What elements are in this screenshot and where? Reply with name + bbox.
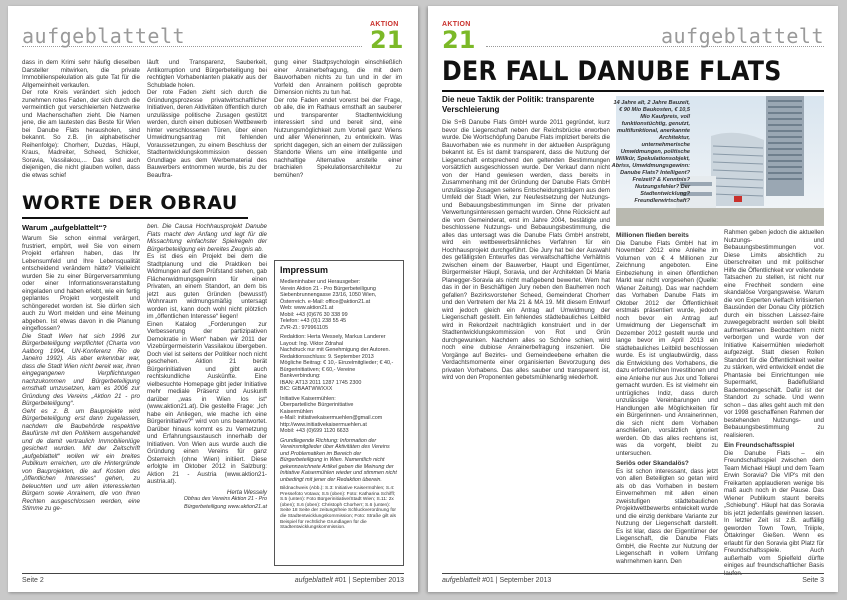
- impressum-line: Medieninhaber und Herausgeber:: [280, 279, 361, 285]
- logo-aktion-text: AKTION: [442, 21, 471, 28]
- impressum-line: Kaisermühlen: [280, 408, 313, 415]
- impressum-line: Mobil: +43 (0)676 30 338 99: [280, 311, 348, 318]
- footer-issue-title: aufgeblattelt: [294, 577, 333, 584]
- paragraph: Die Danube Flats – ein Freundschaftsspiel zwischen dem Team Michael Häupl und dem Team Erwin Soravia? Die VIP's mit den Freikarten applaudieren wenige bis maß auch noch in der Pause. Das Wiener Publikum staunt bereits „Schiebung“. Häupl hat das Soravia bis jetzt jedenfalls gewinnen lassen. In letzter Zeit ist z.B. auffällig geworden Town Town, Triiiple, Ottakringer Gießen. Wenn es erlaubt für den Soravia gibt Platz für Freundschaftsspiele. Auch außerhalb vom Spielfeld dürfte einiges auf freundschaftlicher Basis laufen.: [724, 449, 824, 577]
- impressum-line: Mobil: +43 (0)699 1120 6633: [280, 428, 349, 434]
- aktion21-logo: [442, 21, 480, 55]
- footer-issue: [295, 577, 404, 584]
- paragraph: Die Stadt Wien hat sich 1996 zur Bürgerbeteiligung verpflichtet (Charta von Aalborg 1994, UN-Konferenz Rio de Janeiro 1992). Als aber erkennbar war, dass die Stadt Wien nicht bereit war, ihren eingegangenen Verpflichtungen nachzukommen und Bürgerbeteiligung ernsthaft umzusetzen, kam es 2006 zur Gründung des Vereins „Aktion 21 - pro Bürgerbeteiligung“.: [22, 332, 140, 407]
- impressum-box: [274, 260, 404, 566]
- paragraph: Es ist dies ein Projekt bei dem die Stadtplanung und die Praktiken bei Widmungen auf dem Prüfstand stehen, gab Flächenwidmungsgewinn für einen Privaten, an einem Standort, an dem bis jetzt aus guten Gründen (bewusst!) Wohnraum widmungsmäßig untersagt worden ist, kann doch wohl nicht plötzlich im „öffentlichen Interesse“ liegen!: [147, 253, 267, 320]
- aktion21-logo: [370, 21, 408, 55]
- impressum-line: Redaktion: Herta Wessely, Markus Landerer: [280, 334, 386, 340]
- impressum-line: Initiative Kaisermühlen:: [280, 395, 336, 402]
- paragraph: Die S+B Danube Flats GmbH wurde 2011 gegründet, kurz bevor die Liegenschaft neben der Reichsbrücke erworben wurde. Die Wortschöpfung Danube Flats impliziert bereits die Bauvorhaben wie es nunmehr in der aktuellen Ausprägung bekannt ist. Es ist damit transparent, dass die Nutzung der Liegenschaft entsprechend den geltenden Bestimmungen vorsätzlich ausgeschlossen wurde. Der Verkauf dann nicht von der Hand gewiesen werden, dass bereits in Zusammenhang mit der Gründung der Danube Flats GmbH unzulässige Zusagen seitens Entscheidungsträgern aus dem Umfeld der Stadt Wien, zur Neufestsetzung der Nutzungs- und Bebauungsbestimmungen im Sinne der privaten Verwertungsinteressen gemacht wurden. Ohne Rücksicht auf die vom Gemeinderat, erst im Jahre 2004, bestätigte und beschlossene Nutzungs- und Bebauungsbestimmung, die alles das untersagt was die Danube Flats GmbH anstrebt, wird ein wettbewerbsähnliches Verfahren für ein Hochhausprojekt durchgeführt. Die Jury hat bei der Auswahl des gefälligsten Entwurfes das verwaltschaftliche Verhältnis zwischen einem der Bauwerber, Haupt und Eigentümer, Bürgermeister Häupl, Soravia, und der Architekten Di Maria Planegger-Soravia als nicht maßgebend bewertet. Wem hat das in der in Beschäftigen Jury neben den Bauherren noch gefallen? Bezirksvorsteher Scheed, Gemeinderat Chorherr und den Vertretern der Ma 21 & MA 19. Mit diesem Entwurf wird jedoch gleich ein Antrag auf Umwidmung der Liegenschaft gestellt. Ein fehlendes städtebauliches Leitbild wird in Rekordzeit nachträglich konstruiert und in der Stadtentwicklungskommission von Rot und Grün durchgewunken. Nachdem alles so Schöne schien, wird noch eine dubiose Anrainerbefragung inszeniert. Die Vorgänge auf Bezirks- und Gemeindeebene erhalten die Verdachtsmomente einer organisierten Bevorzugung des privaten Vorhabens. Das alles sauber und transparent ist, wird von den Proponenten gebetsmühlenartig wiederholt.: [442, 119, 610, 381]
- section-heading: Seriös oder Skandalös?: [616, 460, 689, 467]
- footer-rule: [22, 573, 404, 574]
- paragraph: gung einer Stadtpsychologin einschließlich einer Anrainerbefragung, die mit dem Bauvorhaben nichts zu tun und in der im Vorfeld den Anrainern politisch geprobte Dimension nichts zu tun hat.: [274, 59, 402, 96]
- left-page: [8, 6, 418, 592]
- paragraph: Der rote Faden zieht sich durch die Gründungsprozesse privatwirtschaftlicher Initiativen, deren Aktivitäten öffentlich durch unzulässige politische Zusagen gestützt werden, durch einen dubiosen Wettbewerb hinter verschlossenen Türen, über einen Umwidmungsantrag mit fehlenden Voraussetzungen, zu einem Beschluss der Stadtentwicklungskommission dessen Grundlage aus dem Werbematerial des Bauwerbers entnommen wurde, bis zu der Beauftra-: [147, 89, 267, 179]
- impressum-line: Bildnachweis (Abb.): S.3: Initiative Kaisermühlen; S.4: Pressefoto Votava; S.5 (oben): Foto: Katharina Schiffl; S.5 (unten): Foto Bürgerinitiative/Stadt Wien; S.11: 2x (oben); S.6 (oben): Christoph Chorherr; S.6 (unten): Seite 18 Seite der zeitungsfreie Schluckverordnung für die Stadtentwicklungskommission; Foto: Straße gilt als Beispiel für rechtliche Grundlagen für die Stadtentwicklungskommission.: [280, 486, 396, 531]
- paragraph: Der rote Faden endet vorerst bei der Frage, ob alle, die im Rathaus ernsthaft an sauberer und transparenter Stadtentwicklung interessiert sind und bereit sind, eine Nutzungsmöglichkeit zum Vorteil ganz Wiens und aller Wienerinnen, zu entwickeln. Was spricht dagegen, sich an einem der zulässigen Standorte Wiens um eine intelligente und nachhaltige Alternative anstelle einer brachialen Spekulationsarchitektur zu bemühen?: [274, 96, 402, 179]
- article-title: DER FALL DANUBE FLATS: [442, 56, 782, 87]
- logo-aktion-text: AKTION: [370, 21, 399, 28]
- paragraph: ben. Die Causa Hochhausprojekt Danube Flats macht den Anfang und legt für die Missachtung einfachster Spielregeln der Bürgerbeteiligung ein bereites Zeugnis ab.: [147, 223, 267, 253]
- impressum-line: Grundlegende Richtung: Information der Vereinsmitglieder über Aktivitäten des Vereins und Problematiken im Bereich der Bürgerbeteiligung in Wien. Namentlich nicht gekennzeichnete Artikel geben die Meinung der Initiative Kaisermühlen wieder und stimmen nicht unbedingt mit jener der Redaktion überein.: [280, 437, 397, 483]
- page-number-left: Seite 2: [22, 577, 44, 584]
- impressum-line: IBAN: AT13 2011 1287 1745 2300: [280, 379, 362, 386]
- page-header: [22, 24, 185, 54]
- editorial-column-1: [22, 235, 140, 565]
- editorial-subhead: Warum „aufgeblattelt“?: [22, 223, 107, 232]
- section-heading: Ein Freundschaftsspiel: [724, 442, 795, 449]
- page-header: [661, 24, 824, 54]
- paragraph: Einen Katalog „Forderungen zur Verbesserung der partizipativen Demokratie in Wien“ haben wir 2011 der Vizebürgermeisterin Vassilakou übergeben. Doch viel ist seitens der Politiker noch nicht geschehen. Aktion 21 berät Bürgerinitiativen und gibt auch rechtskundliche Auskünfte. Eine vielbesuchte Homepage gibt jeder Initiative mehr mediale Präsenz und Auskunft darüber „was in Wien los ist“ (www.aktion21.at). Die gestellte Frage: „Ich habe ein Anliegen, wie mache ich eine Bürgerinitiative?“ wird von uns beantwortet. Darüber hinaus kommt es zu Vernetzung und Erfahrungsaustausch innerhalb der Initiativen. Von Wien aus wurde auch die Gründung einen Vereins für ganz Österreich (ohne Wien) initiiert. Diese erfolgte im Oktober 2012 in Salzburg: Aktion 21 - Austria (www.aktion21-austria.at).: [147, 320, 267, 485]
- paragraph: Der rote Kreis verändert sich jedoch zunehmen rotes Faden, der sich durch die vermeintlich gut verschleierten Netzwerke und Machenschaften zieht. Die Namen jene, die am lautesten das Beste für Wien bei Danube Flats herausholen, sind bekannt. So z.B. (in alphabetischer Reihenfolge): Chorherr, Duzdas, Häupl, Kraus, Madreiter, Scheed, Schicker, Soravia, Vassilakou,... Das sind auch diejenigen, die nicht glauben wollen, dass die etwas schief: [22, 89, 140, 179]
- header-rule: [22, 46, 362, 47]
- impressum-line: Siebenbrunnengasse 23/16, 1050 Wien, Österreich. e-Mail: office@aktion21.at: [280, 292, 377, 305]
- paragraph: Geht es z. B. um Bauprojekte wird Bürgerbeteiligung erst dann zugelassen, nachdem die Baubehörde respektive Baufürste mit den Politikern ausgehandelt und de damit vertraulich Immobilienlüge gesichert wurden. Mit der Zeitschrift „aufgeblattelt“ wollen wir ein breites Publikum erreichen, um die Hintergründe von Bauprojekten, die auf Kosten des „öffentlichen Interesses“ gehen, zu beleuchten und um allen interessierten Bürgern sowie Anrainern, die von Ihren Rechten ausgeschlossen werden, eine Stimme zu ge-: [22, 407, 140, 512]
- logo-number: 21: [370, 26, 404, 54]
- intro-column-1: [22, 59, 140, 182]
- author-role: Obfrau des Vereins Aktion 21 - Pro Bürgerbeteiligung www.aktion21.at: [183, 496, 267, 510]
- intro-column-3: [274, 59, 402, 182]
- intro-column-2: [147, 59, 267, 182]
- paragraph: Es ist schon interessant, dass jetzt von allen Beteiligten so getan wird als ob das Vorhaben in bestem Einvernehmen mit allen einen zweistufigen städtebaulichen Projektwettbewerbs entwickelt wurde und die einzig denkbare Variante zur Nutzung der Liegenschaft darstellt. Es ist klar, dass der Eigentümer der Liegenschaft, die Danube Flats GmbH, die Rechte zur Nutzung der Liegenschaft in vollem Umfang wahrnehmen kann. Den: [616, 467, 718, 565]
- title-rule: [442, 90, 824, 92]
- impressum-line: ZVR-Zl.: 979961105: [280, 324, 329, 331]
- page-number-right: Seite 3: [802, 577, 824, 584]
- footer-issue: [442, 577, 551, 584]
- impressum-line: Web: www.aktion21.at: [280, 305, 334, 311]
- impressum-line: Nachdruck nur mit Genehmigung der Autoren. Redaktionsschluss: 9. September 2013: [280, 347, 390, 360]
- editorial-column-2: [147, 223, 267, 565]
- impressum-line: Mögliche Beitrag: € 10,- Einzelmitglieder; € 40,- Bürgerinitiativen; € 60,- Vereine: [280, 360, 394, 373]
- footer-issue-title: aufgeblattelt: [442, 577, 481, 584]
- article-subhead: Die neue Taktik der Politik: transparente Verschleierung: [442, 95, 595, 114]
- paragraph: Warum Sie schon einmal verärgert, frustriert, empört, weil Sie von einem Projekt erfahren haben, das Ihr Lebensumfeld und Ihre Lebensqualität entscheidend verändern hätte? Vielleicht wurden Sie zu einer Bürgerversammlung oder einer Informationsveranstaltung eingeladen und haben erlebt, wie ein fertig geplantes Projekt vorgestellt und schöngeredet worden ist. Sie dürfen sich auch zu Wort melden und eine Meinung abgeben. Ist etwas davon in die Planung eingeflossen?: [22, 235, 140, 332]
- impressum-line: Überparteiliche Bürgerinitiative: [280, 402, 354, 408]
- logo-number: 21: [442, 26, 476, 54]
- impressum-line: Verein Aktion 21 - Pro Bürgerbeteiligung: [280, 285, 376, 292]
- header-rule: [486, 46, 824, 47]
- impressum-body: [280, 279, 398, 531]
- impressum-line: Telefon: +43 (0)1 238 55 45: [280, 318, 347, 324]
- impressum-line: BIC: GIBAATWWXXX: [280, 386, 333, 392]
- paragraph: dass in dem Krimi sehr häufig dieselben Darsteller mitwirken, die private Immobilienspekulation als gute Tat für die Allgemeinheit verkaufen.: [22, 59, 140, 89]
- footer-rule: [442, 573, 824, 574]
- impressum-line: Layout: Ing. Viktor Zdrahal: [280, 340, 344, 347]
- author-name: Herta Wessely: [226, 488, 267, 496]
- title-rule: [22, 217, 248, 219]
- paragraph: Die Danube Flats GmbH hat im November 2012 eine Anleihe im Volumen von € 4 Millionen zur Zeichnung angeboten. Eine Einbeziehung in einen öffentlichen Markt war nicht vorgesehen (Quelle: Wiener Zeitung). Das war nachdem das Vorhaben Danube Flats im Oktober 2012 der Öffentlichkeit erstmals präsentiert wurde, jedoch noch bevor ein Antrag auf Umwidmung der Liegenschaft im Dezember 2012 gestellt wurde und lange bevor im April 2013 ein städtebauliches Leitbild beschlossen wurde. Es ist unglaubwürdig, dass die Entwicklung des Vorhabens, die dazu erforderlichen Investitionen und eine Anleihe nur aus Jux und Tollerei gemacht wurden. Es ist vielmehr ein untrügliches Indiz, dass durch unzulässige Vereinbarungen und Handlungen alle Möglichkeiten für ein Bürgerinnen- und Anrainerinnen, die sich nicht dem Vorhaben anschließen, vorsätzlich ignoriert werden. Ob das alles rechtens ist, was da vorgeht, bleibt zu untersuchen.: [616, 239, 718, 457]
- footer-issue-info: #01 | September 2013: [482, 577, 552, 584]
- editorial-title: WORTE DER OBRAU: [22, 192, 238, 214]
- impressum-line: e-Mail: initiativekaisermuehlen@gmail.com: [280, 415, 383, 421]
- header-title: aufgeblattelt: [660, 24, 824, 48]
- paragraph: Rahmen geben jedoch die aktuellen Nutzungs- und Bebauungsbestimmungen vor. Diese Limits absichtlich zu überschreiten und mit politischer Hilfe die Öffentlichkeit vor vollendete Tatsachen zu stellen, ist nicht nur eine Frechheit sondern eine skandalöse Vorgangsweise. Warum die von Experten vielfach kritisierten Bausünden der Donau City plötzlich durch ein bisschen Laissez-faire zuwegegebracht werden soll bleibt aufmerksamen Beobachtern nicht verborgen und wurde von der Initiative Kaisermühlen wiederholt aufgezeigt. Statt diesen Rollen Standort für die Öffentlichkeit weiter zu stärken, wird entwickelt endet die Phantasie bei Einrichtungen wie Supermarkt, Badeflußland Bademodengeschäft. Dafür ist der Standort zu schade. Und wenn schon – das alles geht auch mit den vor 1998 geschaffenen Rahmen der bestehenden Nutzungs- und Bebauungsbestimmung zu realisieren.: [724, 229, 824, 439]
- article-column-3: [724, 229, 824, 577]
- header-title: aufgeblattelt: [22, 24, 186, 48]
- article-column-2: [616, 229, 718, 565]
- right-page: [428, 6, 838, 592]
- paragraph: läuft und Transparenz, Sauberkeit, Antikorruption und Bürgerbeteiligung bei rechtigten Vorhabenlanten plakativ aus der Schublade holen.: [147, 59, 267, 89]
- article-column-1: [442, 119, 610, 565]
- impressum-line: Bankverbindung:: [280, 373, 321, 379]
- section-heading: Millionen fließen bereits: [616, 232, 689, 239]
- photo-caption: 14 Jahre alt, 2 Jahre Bauzeit, € 90 Mio Baukosten, € 10,5 Mio Kaufpreis, voll funktionstüchtig, genutzt, multifunktional, anerkannte Architektur, unternehmerische Umwidmungen, politische Willkür, Spekulationsobjekt, Abriss, Umwidmungsgewinn: Danube Flats? Intelligent? Freizeit? & Kenntnis? Nutzungsfehler? Der Stadtentwicklung? Freundlerwirtschaft?: [611, 100, 690, 204]
- impressum-line: http://www.initiativekaisermuehlen.at: [280, 421, 367, 428]
- impressum-title: Impressum: [280, 265, 329, 275]
- footer-issue-info: #01 | September 2013: [334, 577, 404, 584]
